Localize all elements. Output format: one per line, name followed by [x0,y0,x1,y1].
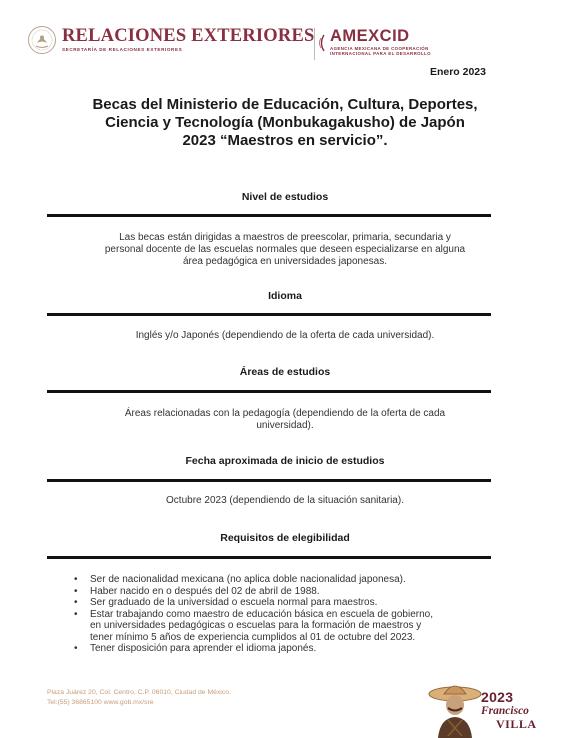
requirements-list [90,574,500,655]
section-body-areas [65,408,505,432]
villa-name: Francisco [481,705,529,717]
villa-year: 2023 [481,689,514,705]
section-body-nivel [65,232,505,269]
title-line: 2023 “Maestros en servicio”. [182,132,388,149]
brand-subtitle: SECRETARÍA DE RELACIONES EXTERIORES [62,47,183,52]
section-rule [47,313,491,316]
title-line: Becas del Ministerio de Educación, Cultura, Deportes, [92,96,478,113]
document-date: Enero 2023 [429,66,486,78]
section-heading-nivel: Nivel de estudios [241,191,329,203]
section-rule [47,556,491,559]
villa-surname: VILLA [496,717,537,731]
francisco-villa-portrait-icon [426,680,484,738]
section-rule [47,479,491,482]
list-item-line: • Haber nacido en o después del 02 de abril de 1988. [90,585,320,597]
contact-line: Tel:(55) 36865100 www.gob.mx/sre [47,699,154,706]
body-line: Las becas están dirigidas a maestros de preescolar, primaria, secundaria y [119,232,451,243]
section-body-idioma [65,330,505,342]
body-line: Octubre 2023 (dependiendo de la situación sanitaria). [166,495,404,506]
amexcid-mark-icon [317,34,326,52]
agency-subtitle-line: AGENCIA MEXICANA DE COOPERACIÓN [330,46,429,51]
list-item-line: • Tener disposición para aprender el idioma japonés. [90,643,317,654]
brand-title: RELACIONES EXTERIORES [62,26,315,46]
footer-address [47,688,231,708]
mexico-seal-icon [27,25,57,55]
body-line: Áreas relacionadas con la pedagogía (dependiendo de la oferta de cada [124,408,446,419]
section-heading-fecha: Fecha aproximada de inicio de estudios [185,455,385,467]
document-title [40,96,530,150]
body-line: Inglés y/o Japonés (dependiendo de la oferta de cada universidad). [135,330,435,341]
title-line: Ciencia y Tecnología (Monbukagakusho) de Japón [105,114,465,131]
list-item-line: en universidades pedagógicas o escuelas para la formación de maestros y [90,620,422,631]
letterhead [0,0,570,70]
list-item [90,643,500,655]
agency-subtitle-line: INTERNACIONAL PARA EL DESARROLLO [330,51,431,57]
body-line: universidad). [256,420,314,432]
list-item-line: • Estar trabajando como maestro de educación básica en escuela de gobierno, [90,608,433,620]
section-body-fecha [65,495,505,507]
body-line: personal docente de las escuelas normales que deseen especializarse en alguna [104,244,466,256]
agency-subtitle [330,46,431,57]
section-rule [47,390,491,393]
list-item-line: tener mínimo 5 años de experiencia cumplidos al 01 de octubre del 2023. [90,631,416,643]
section-heading-requisitos: Requisitos de elegibilidad [220,532,350,544]
section-heading-idioma: Idioma [268,290,302,302]
list-item [90,586,500,598]
body-line: área pedagógica en universidades japonesas. [182,256,388,268]
list-item [90,609,500,644]
list-item [90,574,500,586]
list-item-line: • Ser de nacionalidad mexicana (no aplica doble nacionalidad japonesa). [90,574,406,585]
section-heading-areas: Áreas de estudios [239,366,331,378]
header-divider [314,28,315,60]
section-rule [47,214,491,217]
list-item-line: • Ser graduado de la universidad o escuela normal para maestros. [90,597,378,608]
address-line: Plaza Juárez 20, Col. Centro, C.P. 06010, Ciudad de México. [47,689,231,696]
list-item [90,597,500,609]
agency-title: AMEXCID [330,27,410,45]
